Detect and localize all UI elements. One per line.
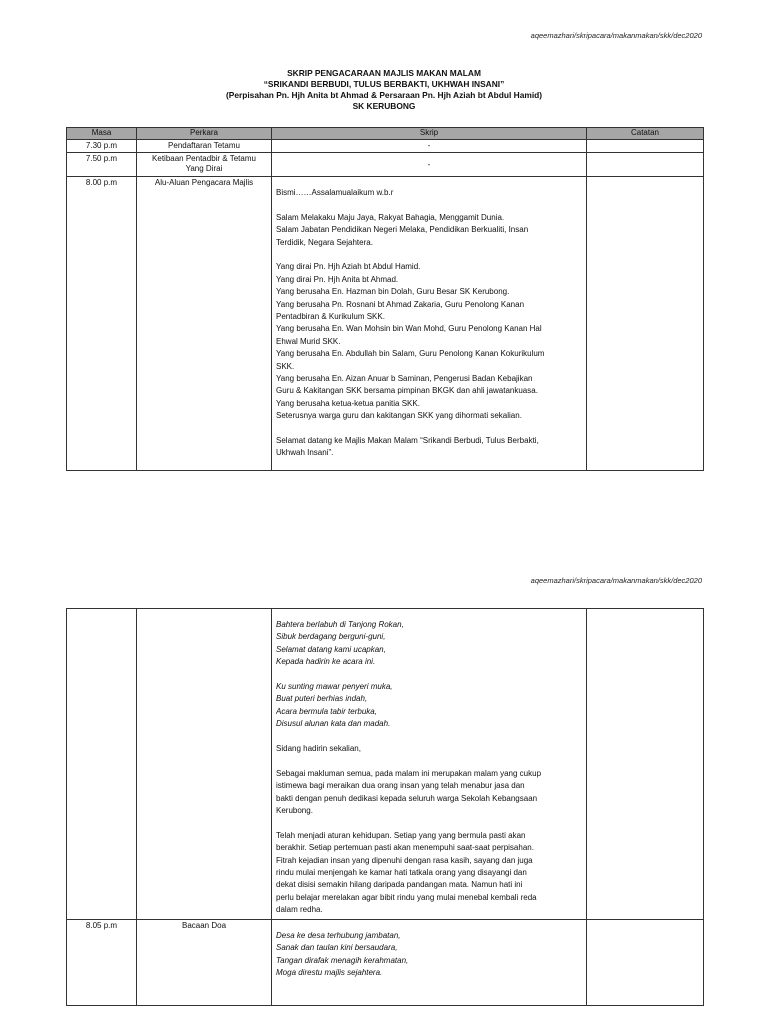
- text-line: Telah menjadi aturan kehidupan. Setiap yang yang bermula pasti akan: [276, 830, 526, 840]
- document-title: [0, 68, 768, 112]
- title-line-4: SK KERUBONG: [352, 101, 416, 111]
- script-table-continued: [66, 608, 704, 1006]
- document-page-2: [0, 560, 768, 1024]
- text-line: Yang berusaha En. Hazman bin Dolah, Guru Besar SK Kerubong.: [276, 287, 510, 297]
- text-line: Yang berusaha ketua-ketua panitia SKK.: [276, 398, 420, 408]
- paragraph-2: [276, 830, 582, 917]
- greeting-line: Sidang hadirin sekalian,: [276, 744, 361, 754]
- table-row: [67, 140, 704, 153]
- cell-masa: 7.30 p.m: [67, 140, 137, 153]
- text-line: Yang dirai Pn. Hjh Anita bt Ahmad.: [276, 274, 399, 284]
- title-line-1: SKRIP PENGACARAAN MAJLIS MAKAN MALAM: [287, 68, 481, 78]
- text-line: Ku sunting mawar penyeri muka,: [276, 682, 393, 692]
- table-row: [67, 919, 704, 1006]
- text-line: [276, 199, 582, 211]
- text-line: Kerubong.: [276, 806, 313, 816]
- cell-skrip: [272, 919, 587, 1006]
- text-line: Disusul alunan kata dan madah.: [276, 719, 391, 729]
- text-line: Desa ke desa terhubung jambatan,: [276, 930, 401, 940]
- cell-masa: 8.00 p.m: [67, 177, 137, 471]
- text-line: Bismi……Assalamualaikum w.b.r: [276, 188, 394, 197]
- text-line: Ukhwah Insani”.: [276, 448, 334, 458]
- cell-catatan: [587, 177, 704, 471]
- cell-skrip: -: [272, 153, 587, 177]
- text-line: Buat puteri berhias indah,: [276, 694, 368, 704]
- text-line: Terdidik, Negara Sejahtera.: [276, 237, 373, 247]
- header-note: aqeemazhari/skripacara/makanmakan/skk/dec2020: [530, 576, 702, 585]
- table-header-row: [67, 128, 704, 140]
- text-line: dalam redha.: [276, 905, 323, 915]
- text-line: Sanak dan taulan kini bersaudara,: [276, 943, 398, 953]
- text-line: Salam Melakaku Maju Jaya, Rakyat Bahagia, Menggamit Dunia.: [276, 212, 505, 222]
- cell-perkara: Bacaan Doa: [137, 919, 272, 1006]
- cell-masa: [67, 609, 137, 920]
- cell-perkara: Pendaftaran Tetamu: [137, 140, 272, 153]
- pantun-2: [276, 681, 582, 731]
- header-masa: Masa: [67, 128, 137, 140]
- text-line: dekat disisi semakin hilang daripada pandangan mata. Namun hati ini: [276, 880, 523, 890]
- text-line: Kepada hadirin ke acara ini.: [276, 657, 376, 667]
- text-line: Yang dirai Pn. Hjh Aziah bt Abdul Hamid.: [276, 262, 421, 272]
- title-line-3: (Perpisahan Pn. Hjh Anita bt Ahmad & Persaraan Pn. Hjh Aziah bt Abdul Hamid): [225, 90, 543, 100]
- text-line: Yang berusaha En. Aizan Anuar b Saminan, Pengerusi Badan Kebajikan: [276, 374, 533, 384]
- cell-catatan: [587, 609, 704, 920]
- header-skrip: Skrip: [272, 128, 587, 140]
- text-line: Ehwal Murid SKK.: [276, 336, 341, 346]
- cell-catatan: [587, 153, 704, 177]
- cell-skrip: [272, 177, 587, 471]
- text-line: Yang berusaha En. Abdullah bin Salam, Guru Penolong Kanan Kokurikulum: [276, 349, 545, 359]
- script-table: [66, 127, 704, 471]
- text-line: Tangan dirafak menagih kerahmatan,: [276, 955, 409, 965]
- text-line: SKK.: [276, 361, 295, 371]
- text-line: Acara bermula tabir terbuka,: [276, 706, 377, 716]
- table-row: [67, 609, 704, 920]
- header-note: aqeemazhari/skripacara/makanmakan/skk/dec2020: [530, 31, 702, 40]
- header-perkara: Perkara: [137, 128, 272, 140]
- text-line: bakti dengan penuh dedikasi kepada seluruh warga Sekolah Kebangsaan: [276, 793, 538, 803]
- text-line: Fitrah kejadian insan yang dipenuhi dengan rasa kasih, sayang dan juga: [276, 855, 533, 865]
- text-line: Pentadbiran & Kurikulum SKK.: [276, 312, 385, 322]
- title-line-2: “SRIKANDI BERBUDI, TULUS BERBAKTI, UKHWAH INSANI”: [263, 79, 505, 89]
- cell-perkara: [137, 609, 272, 920]
- cell-perkara: Ketibaan Pentadbir & Tetamu Yang Dirai: [137, 153, 272, 177]
- text-line: Bahtera berlabuh di Tanjong Rokan,: [276, 620, 404, 629]
- cell-catatan: [587, 919, 704, 1006]
- text-line: Sebagai makluman semua, pada malam ini merupakan malam yang cukup: [276, 768, 542, 778]
- cell-skrip: [272, 609, 587, 920]
- cell-masa: 7.50 p.m: [67, 153, 137, 177]
- text-line: Seterusnya warga guru dan kakitangan SKK yang dihormati sekalian.: [276, 411, 522, 421]
- text-line: Yang berusaha En. Wan Mohsin bin Wan Mohd, Guru Penolong Kanan Hal: [276, 324, 542, 334]
- pantun-1: [276, 619, 582, 669]
- cell-perkara: Alu-Aluan Pengacara Majlis: [137, 177, 272, 471]
- text-line: [276, 423, 582, 435]
- paragraph-1: [276, 768, 582, 818]
- text-line: rindu mulai menjengah ke kamar hati tatkala orang yang disayangi dan: [276, 868, 527, 878]
- table-row: [67, 153, 704, 177]
- header-catatan: Catatan: [587, 128, 704, 140]
- text-line: [276, 249, 582, 261]
- text-line: Yang berusaha Pn. Rosnani bt Ahmad Zakaria, Guru Penolong Kanan: [276, 299, 525, 309]
- text-line: Selamat datang kami ucapkan,: [276, 644, 386, 654]
- pantun-doa: [276, 930, 582, 980]
- cell-skrip: -: [272, 140, 587, 153]
- cell-catatan: [587, 140, 704, 153]
- text-line: Selamat datang ke Majlis Makan Malam “Srikandi Berbudi, Tulus Berbakti,: [276, 436, 539, 446]
- text-line: Guru & Kakitangan SKK bersama pimpinan BKGK dan ahli jawatankuasa.: [276, 386, 538, 396]
- text-line: berakhir. Setiap pertemuan pasti akan menempuhi saat-saat perpisahan.: [276, 843, 534, 853]
- text-line: Sibuk berdagang berguni-guni,: [276, 632, 386, 642]
- text-line: istimewa bagi meraikan dua orang insan yang telah menabur jasa dan: [276, 781, 525, 791]
- text-line: Salam Jabatan Pendidikan Negeri Melaka, Pendidikan Berkualiti, Insan: [276, 225, 529, 235]
- text-line: Moga direstu majlis sejahtera.: [276, 967, 383, 977]
- table-row: [67, 177, 704, 471]
- cell-masa: 8.05 p.m: [67, 919, 137, 1006]
- text-line: perlu belajar merelakan agar bibit rindu yang mulai menebal kembali reda: [276, 892, 537, 902]
